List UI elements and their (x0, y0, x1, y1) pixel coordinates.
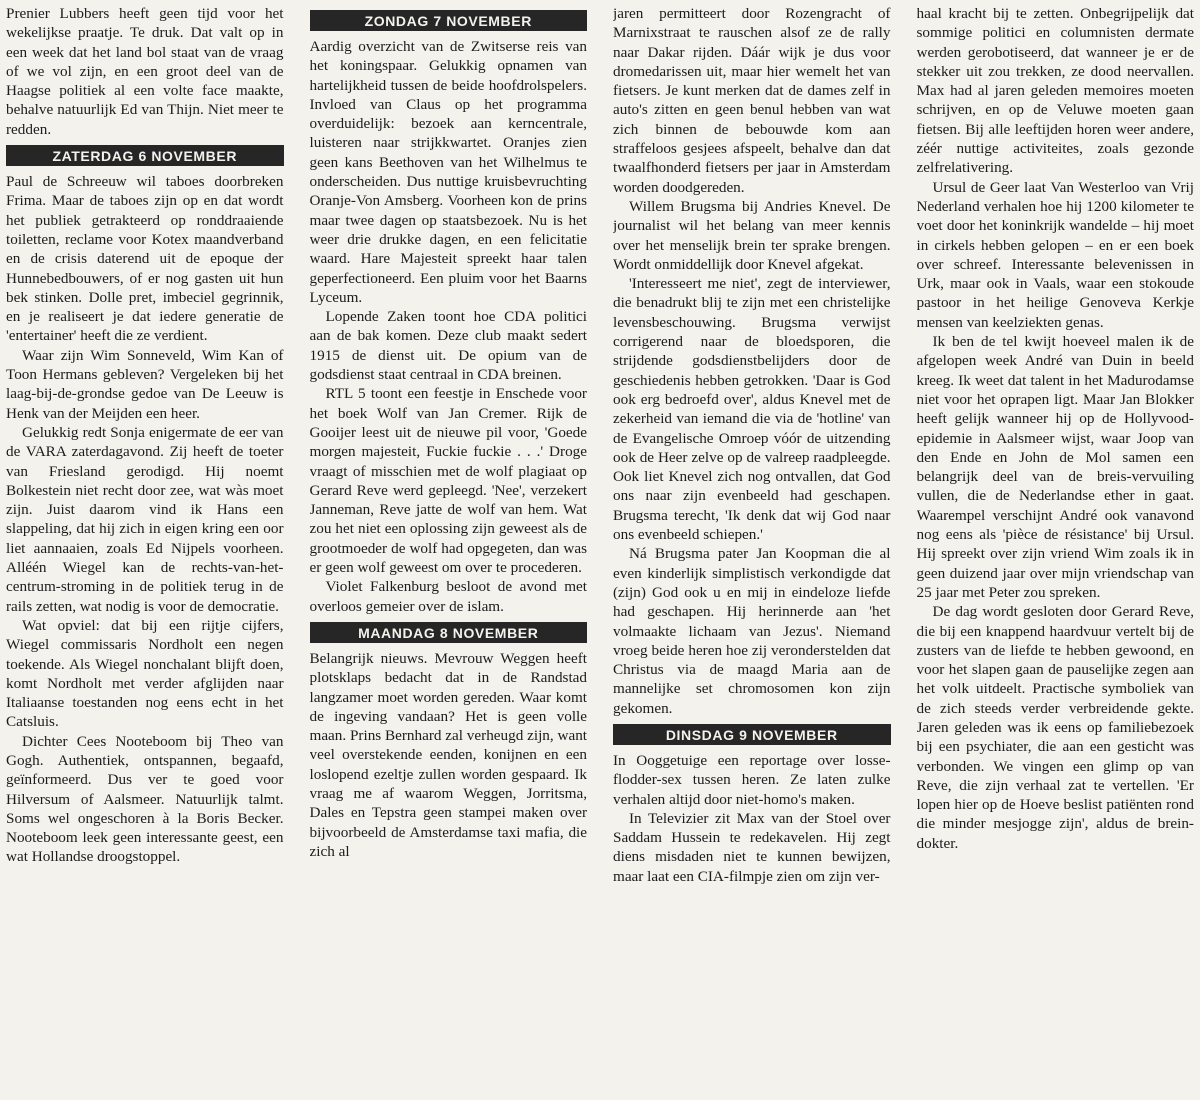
article-paragraph: Ná Brugsma pater Jan Koopman die al even kinderlijk simplistisch verkondigde dat (zijn) God ook u en mij in eindeloze liefde had geschapen. Hij herinnerde aan 'het volmaakte lichaam van Jezus'. Niemand vroeg beide heren hoe zij veronderstelden dat Christus via de maagd Maria aan de mannelijke set chromosomen kon zijn gekomen. (613, 545, 891, 717)
article-paragraph: Gelukkig redt Sonja enigermate de eer van de VARA zaterdagavond. Zij heeft de toeter van Friesland gerodigd. Hij noemt Bolkestein niet recht door zee, wat wàs moet zijn. Juist daarom vind ik Hans een slappeling, dat hij zich in eigen kring een oor liet aannaaien, zoals Ed Nijpels voorheen. Alléén Wiegel kan de rechts-van-het-centrum-stroming in de politiek terug in de rails zetten, wat nodig is voor de democratie. (6, 423, 284, 615)
article-paragraph: De dag wordt gesloten door Gerard Reve, die bij een knappend haardvuur vertelt bij de zusters van de liefde te hebben gewoond, en voor het slapen gaan de pauselijke zegen aan het volk uitdeelt. Practische symboliek van de zich steeds verder verbreidende gekte. Jaren geleden was ik eens op familiebezoek bij een psychiater, die aan een gesticht was verbonden. We vingen een glimp op van Reve, die zijn verhaal zat te vertellen. 'Er lopen hier op de Hoeve beslist patiënten rond die minder mesjogge zijn', aldus de brein-dokter. (916, 603, 1194, 852)
date-heading: MAANDAG 8 NOVEMBER (310, 622, 588, 643)
article-paragraph: Aardig overzicht van de Zwitserse reis van het koningspaar. Gelukkig opnamen van hartelijkheid tussen de beide hoofdrolspelers. Invloed van Claus op het programma overduidelijk: bezoek aan kerncentrale, luisteren naar strijkkwartet. Oranjes zien geen kans Beethoven van het Wilhelmus te onderscheiden. Dus nuttige kruisbevruchting Oranje-Von Amsberg. Voorheen kon de prins maar twee dagen op staatsbezoek. Nu is het weer drie drukke dagen, en een felicitatie waard. Hare Majesteit spreekt haar talen geperfectioneerd. Een pluim voor het Baarns Lyceum. (309, 38, 587, 306)
article-paragraph: Wat opviel: dat bij een rijtje cijfers, Wiegel commissaris Nordholt een negen toekende. Als Wiegel nonchalant blijft doen, komt Nordholt met verder afglijden naar Italiaanse toestanden nog eens echt in het Catsluis. (6, 616, 284, 731)
article-paragraph: Ursul de Geer laat Van Westerloo van Vrij Nederland verhalen hoe hij 1200 kilometer te voet door het koninkrijk wandelde – hij moet in cirkels hebben gelopen – en er een boek over schreef. Interessante belevenissen in Urk, maar ook in Vaals, waar een stokoude pastoor in het heilige Genoveva Kerkje mensen van keelziekten genas. (916, 178, 1194, 331)
column-1 (6, 4, 284, 1096)
date-heading: ZONDAG 7 NOVEMBER (310, 10, 588, 31)
article-paragraph: In Ooggetuige een reportage over losse-flodder-sex tussen heren. Ze laten zulke verhalen altijd door niet-homo's maken. (613, 751, 891, 808)
article-paragraph: jaren permitteert door Rozengracht of Marnixstraat te rauschen alsof ze de rally naar Dakar rijden. Dáár wijk je dus voor dromedarissen uit, maar hier wemelt het van fietsers. Je kunt merken dat de dames zelf in auto's zitten en geen benul hebben van wat zich binnen de bebouwde kom aan straffeloos gesjees afspeelt, behalve dan dat twaalfhonderd fietsers per jaar in Amsterdam worden doodgereden. (613, 5, 891, 196)
date-heading: DINSDAG 9 NOVEMBER (613, 724, 891, 745)
article-paragraph: Dichter Cees Nooteboom bij Theo van Gogh. Authentiek, ontspannen, begaafd, geïnformeerd. Dus ver te goed voor Hilversum of Aalsmeer. Natuurlijk talmt. Soms wel ongeschoren à la Boris Becker. Nooteboom leek geen interessante geest, een wat Hollandse droogstoppel. (6, 732, 284, 866)
article-paragraph: In Televizier zit Max van der Stoel over Saddam Hussein te redekavelen. Hij zegt diens misdaden niet te kunnen bewijzen, maar laat een CIA-filmpje zien om zijn ver- (613, 809, 891, 885)
column-4 (917, 4, 1195, 1096)
column-3 (613, 4, 891, 1096)
article-paragraph: Violet Falkenburg besloot de avond met overloos gemeier over de islam. (309, 578, 587, 615)
article-paragraph: Paul de Schreeuw wil taboes doorbreken Frima. Maar de taboes zijn op en dat wordt het publiek getrakteerd op ronddraaiende toiletten, reclame voor Kotex maandverband en de crisis daterend uit de epoque der Hunnebedbouwers, of er nog gasten uit hun bek stinken. Dolle pret, imbeciel gegrinnik, en je realiseert je dat iedere generatie de 'entertainer' heeft die ze verdient. (6, 173, 284, 345)
article-paragraph: Ik ben de tel kwijt hoeveel malen ik de afgelopen week André van Duin in beeld kreeg. Ik weet dat talent in het Madurodamse niet voor het oprapen ligt. Maar Jan Blokker heeft gelijk wanneer hij op de Hollyvood-epidemie in Aalsmeer wijst, waar Joop van den Ende en John de Mol samen een belangrijk deel van de breis-vervuiling vullen, die de Nederlandse ether in gaat. Waarempel verschijnt André ook vanavond nog eens als 'pièce de résistance' bij Ursul. Hij spreekt over zijn vriend Wim zoals ik in geen duizend jaar over mijn vriendschap van 25 jaar met Peter zou spreken. (916, 333, 1194, 601)
article-paragraph: Prenier Lubbers heeft geen tijd voor het wekelijkse praatje. Te druk. Dat valt op in een week dat het land bol staat van de vraag of we vol zijn, en een groot deel van de Haagse politiek al een volte face maakte, behalve natuurlijk Ed van Thijn. Niet meer te redden. (6, 5, 284, 138)
article-paragraph: RTL 5 toont een feestje in Enschede voor het boek Wolf van Jan Cremer. Rijk de Gooijer leest uit de nieuwe pil voor, 'Goede morgen majesteit, Fuckie fuckie . . .' Droge vraagt of misschien met de wolf plagiaat op Gerard Reve werd gepleegd. 'Nee', verzekert Janneman, Reve jatte de wolf van hem. Wat zou het niet een oplossing zijn geweest als de grootmoeder de wolf had opgegeten, dan was er geen wolf geweest om over te procederen. (309, 385, 587, 577)
article-paragraph: Willem Brugsma bij Andries Knevel. De journalist wil het belang van meer kennis over het menselijk brein ter sprake brengen. Wordt onmiddellijk door Knevel afgekat. (613, 197, 891, 273)
article-paragraph: 'Interesseert me niet', zegt de interviewer, die benadrukt blij te zijn met een christelijke levensbeschouwing. Brugsma verwijst corrigerend naar de bloedsporen, die strijdende godsdienstbelijders door de geschiedenis hebben getrokken. 'Daar is God ook erg bedroefd over', aldus Knevel met de zekerheid van iemand die via de 'hotline' van de Evangelische Omroep vóór de uitzending ook de Heer zelve op de valreep raadpleegde. Ook liet Knevel zich nog ontvallen, dat God ons naar zijn evenbeeld had geschapen. Brugsma terecht, 'Ik denk dat wij God naar ons evenbeeld schiepen.' (613, 275, 891, 544)
column-2 (310, 4, 588, 1096)
article-paragraph: Belangrijk nieuws. Mevrouw Weggen heeft plotsklaps bedacht dat in de Randstad langzamer moet worden gereden. Waar komt de ingeving vandaan? Het is geen volle maan. Prins Bernhard zal verheugd zijn, want veel overstekende eenden, konijnen en een loslopend ezeltje zullen worden gespaard. Ik vraag me af waarom Weggen, Jorritsma, Dales en Tepstra geen stampei maken over bijvoorbeeld de Amsterdamse taxi mafia, die zich al (309, 649, 587, 860)
article-paragraph: Lopende Zaken toont hoe CDA politici aan de bak komen. Deze club maakt sedert 1915 de dienst uit. De opium van de godsdienst staat centraal in CDA breinen. (309, 308, 587, 384)
date-heading: ZATERDAG 6 NOVEMBER (6, 145, 284, 166)
article-paragraph: Waar zijn Wim Sonneveld, Wim Kan of Toon Hermans gebleven? Vergeleken bij het laag-bij-de-grondse gedoe van De Leeuw is Henk van der Meijden een heer. (6, 346, 284, 422)
article-paragraph: haal kracht bij te zetten. Onbegrijpelijk dat sommige politici en columnisten dermate werden gerobotiseerd, dat wanneer je er de stekker uit zou trekken, ze dood neervallen. Max had al jaren geleden memoires moeten schrijven, en op de Veluwe moeten gaan fietsen. Bij alle leeftijden horen weer andere, zéér nuttige activiteites, zoals gezonde zelfrelativering. (916, 5, 1194, 177)
